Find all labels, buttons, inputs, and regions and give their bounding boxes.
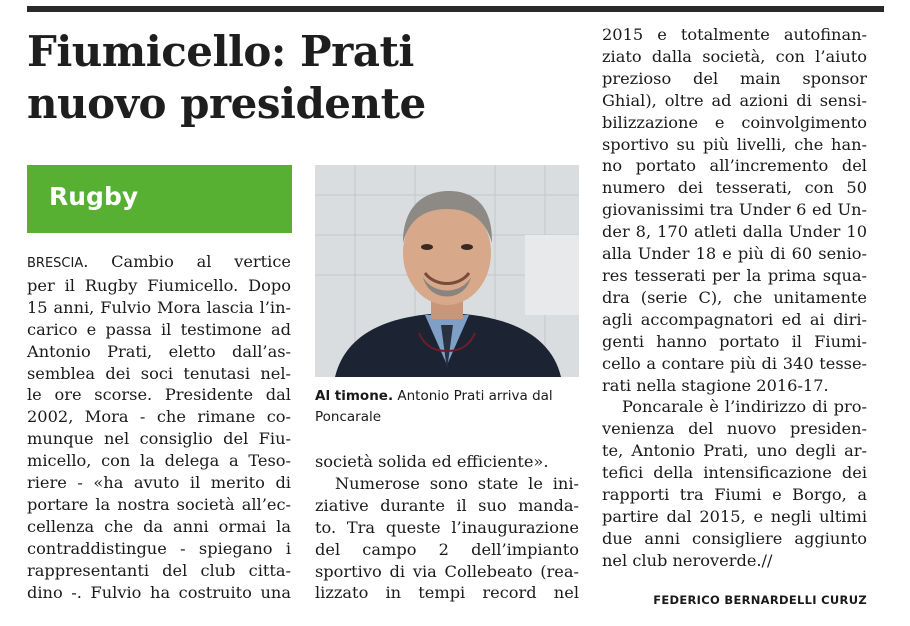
article-line [27, 251, 291, 275]
headline [27, 26, 587, 130]
headline-line-1: Fiumicello: Prati [27, 27, 414, 76]
article-line: cello a contare più di 340 tesse- [602, 353, 867, 373]
article-line: sportivo su più livelli, che han- [602, 134, 867, 154]
article-line: numero dei tesserati, con 50 [602, 178, 867, 198]
article-line: Antonio Prati, eletto dall’as- [27, 341, 291, 361]
article-line: 15 anni, Fulvio Mora lascia l’in- [27, 297, 291, 317]
article-line: genti hanno portato il Fiumi- [602, 331, 867, 351]
article-line: due anni consigliere aggiunto [602, 528, 867, 548]
byline: FEDERICO BERNARDELLI CURUZ [653, 593, 867, 607]
article-line: semblea dei soci tenutasi nel- [27, 363, 291, 383]
article-column-2 [315, 451, 579, 604]
caption-text-1: Antonio Prati arriva dal [393, 388, 553, 404]
article-line: le ore scorse. Presidente dal [27, 385, 291, 405]
caption-lead: Al timone. [315, 388, 394, 404]
article-line: munque nel consiglio del Fiu- [27, 429, 291, 449]
top-rule [27, 6, 884, 12]
article-line-text: . Cambio al vertice [83, 252, 291, 271]
article-line: Numerose sono state le ini- [335, 473, 579, 493]
article-line: rati nella stagione 2016-17. [602, 375, 829, 395]
article-line: rappresentanti del club citta- [27, 560, 291, 580]
article-line: carico e passa il testimone ad [27, 319, 291, 339]
article-line: venienza del nuovo presiden- [602, 419, 867, 439]
article-line: 2002, Mora - che rimane co- [27, 407, 291, 427]
article-line: riere - «ha avuto il merito di [27, 473, 291, 493]
portrait-illustration [315, 165, 579, 377]
article-line: per il Rugby Fiumicello. Dopo [27, 275, 291, 295]
article-line: micello, con la delega a Teso- [27, 451, 291, 471]
article-line: alla Under 18 e più di 60 senio- [602, 244, 867, 264]
article-line: contraddistingue - spiegano i [27, 538, 291, 558]
article-line: del campo 2 dell’impianto [315, 539, 579, 559]
article-column-3 [602, 24, 867, 572]
article-line: prezioso del main sponsor [602, 68, 867, 88]
article-line: lizzato in tempi record nel [315, 583, 579, 603]
article-line: to. Tra queste l’inaugurazione [315, 517, 579, 537]
article-line: bilizzazione e coinvolgimento [602, 112, 867, 132]
article-line: dino -. Fulvio ha costruito una [27, 582, 291, 602]
dateline: BRESCIA [27, 256, 84, 271]
article-line: tefici della intensificazione dei [602, 463, 867, 483]
article-line: società solida ed efficiente». [315, 452, 549, 471]
article-line: portare la nostra società all’ec- [27, 494, 291, 514]
article-line: ziato dalla società, con l’aiuto [602, 46, 867, 66]
article-line: te, Antonio Prati, uno degli ar- [602, 441, 867, 461]
article-line: sportivo di via Collebeato (rea- [315, 561, 579, 581]
article-line: cellenza che da anni ormai la [27, 516, 291, 536]
portrait-photo [315, 165, 579, 377]
article-line: der 8, 170 atleti dalla Under 10 [602, 222, 867, 242]
article-line: dra (serie C), che unitamente [602, 287, 867, 307]
caption-text-2: Poncarale [315, 409, 382, 425]
article-line: ziative durante il suo manda- [315, 495, 579, 515]
article-line: no portato all’incremento del [602, 156, 867, 176]
article-line: rapporti tra Fiumi e Borgo, a [602, 485, 867, 505]
article-line: agli accompagnatori ed ai diri- [602, 309, 867, 329]
article-line: Poncarale è l’indirizzo di pro- [622, 397, 867, 417]
headline-line-2: nuovo presidente [27, 79, 426, 128]
article-line: giovanissimi tra Under 6 ed Un- [602, 200, 867, 220]
photo-caption [315, 386, 579, 428]
article-line: Ghial), oltre ad azioni di sensi- [602, 90, 867, 110]
article-line: partire dal 2015, e negli ultimi [602, 506, 867, 526]
article-line: 2015 e totalmente autofinan- [602, 25, 867, 44]
article-line: nel club neroverde.// [602, 550, 773, 570]
section-tag-label: Rugby [49, 182, 139, 211]
section-tag [27, 165, 292, 233]
article-line: res tesserati per la prima squa- [602, 265, 867, 285]
article-column-1 [27, 251, 291, 604]
